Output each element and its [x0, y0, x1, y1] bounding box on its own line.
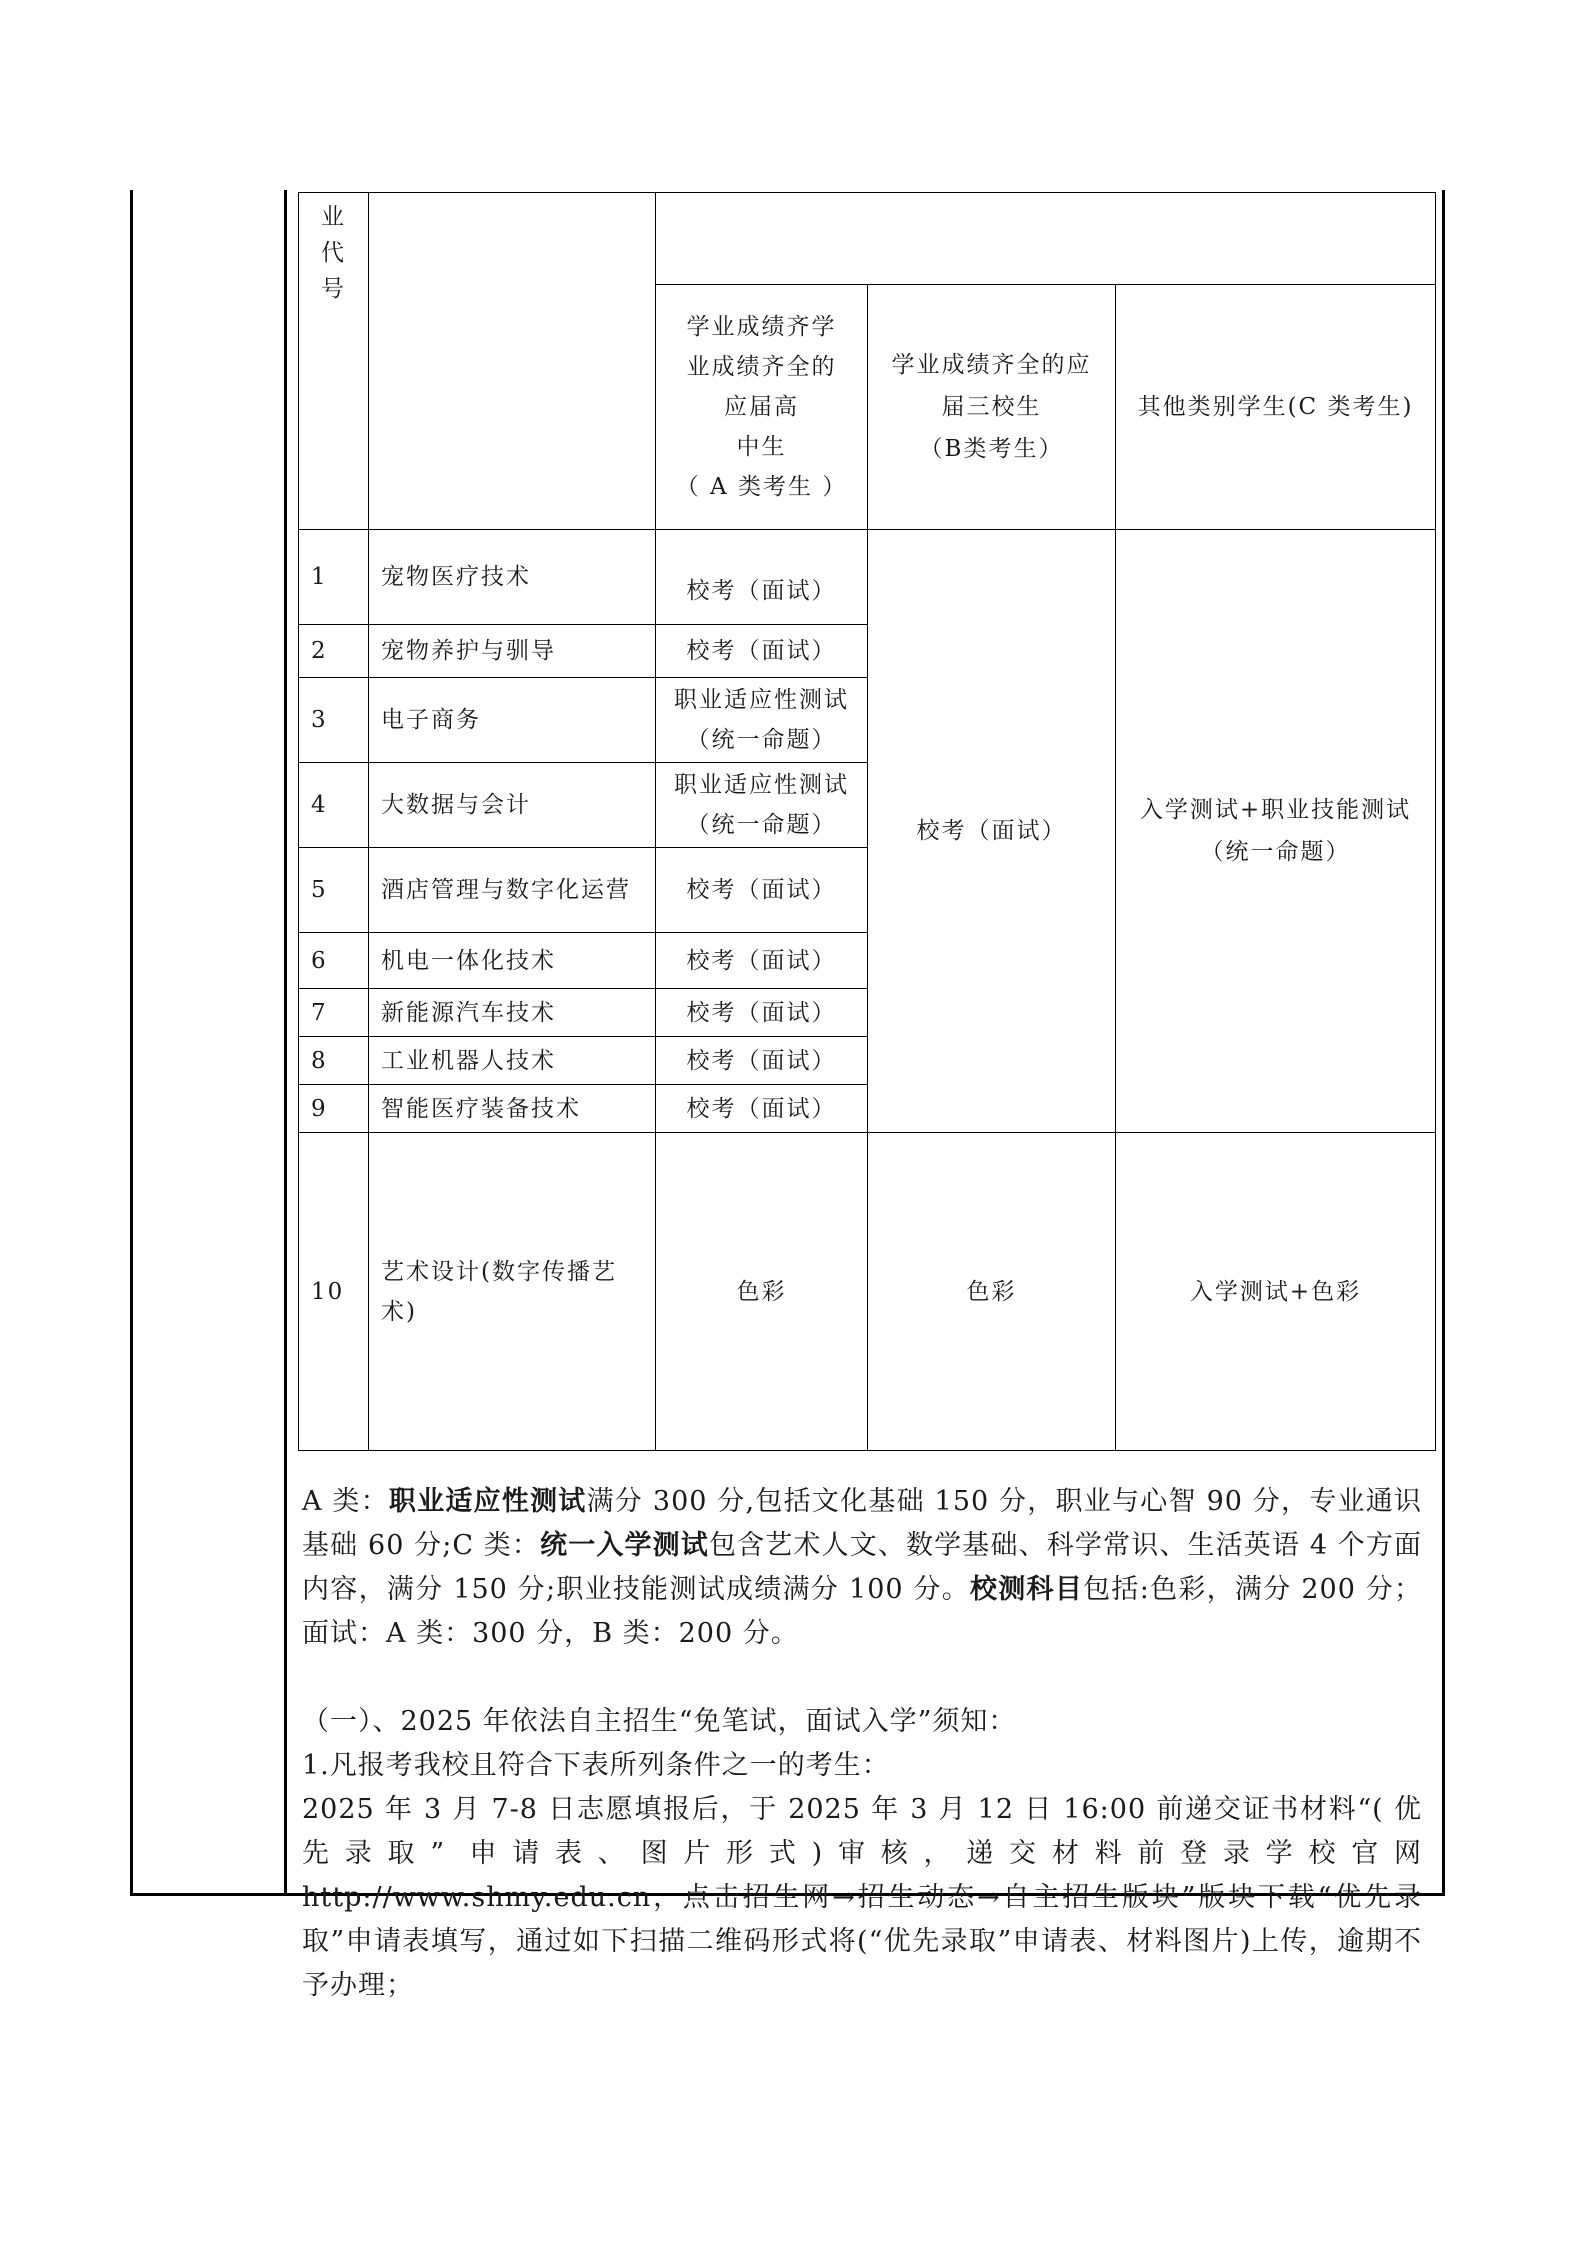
section-heading: （一）、2025 年依法自主招生“免笔试，面试入学”须知：: [302, 1706, 1017, 1737]
exam-c: 入学测试+色彩: [1116, 1133, 1436, 1451]
exam-b-merged: 校考（面试）: [868, 530, 1116, 1133]
row-number: 9: [299, 1085, 369, 1133]
exam-a-line: 职业适应性测试: [674, 687, 849, 713]
admission-table: [298, 192, 1436, 1451]
exam-a: [656, 763, 868, 848]
exam-c-line: 入学测试+职业技能测试: [1139, 797, 1412, 823]
major-name: 电子商务: [369, 678, 656, 763]
spacer: [302, 1656, 1422, 1700]
exam-a: 色彩: [656, 1133, 868, 1451]
major-name: 大数据与会计: [369, 763, 656, 848]
header-major-cell: [369, 193, 656, 530]
exam-a: [656, 678, 868, 763]
note-bold: 职业适应性测试: [388, 1486, 587, 1517]
scoring-paragraph: [302, 1480, 1422, 1656]
row-number: 1: [299, 530, 369, 625]
header-col-c: 其他类别学生(C 类考生): [1116, 285, 1436, 530]
notes-section: [302, 1480, 1422, 2008]
header-b-line: 届三校生: [941, 394, 1042, 420]
outer-left-border: [130, 190, 133, 1895]
exam-a-line: 职业适应性测试: [674, 772, 849, 798]
exam-a: 校考（面试）: [656, 933, 868, 989]
row-number: 6: [299, 933, 369, 989]
note-text: 满分 300 分,包括文化基础 150 分，职业与心智 90 分，专业通识基础 60 分;C 类：: [302, 1486, 1422, 1561]
header-b-line: （B类考生）: [919, 436, 1064, 462]
major-name: 艺术设计(数字传播艺术): [369, 1133, 656, 1451]
major-name: 宠物养护与驯导: [369, 625, 656, 678]
exam-a: 校考（面试）: [656, 1085, 868, 1133]
row-number: 10: [299, 1133, 369, 1451]
header-a-line: 学业成绩齐学: [686, 314, 837, 340]
major-name: 酒店管理与数字化运营: [369, 848, 656, 933]
row-number: 8: [299, 1037, 369, 1085]
note-text: A 类：: [302, 1486, 389, 1517]
exam-a: 校考（面试）: [656, 848, 868, 933]
major-name: 新能源汽车技术: [369, 989, 656, 1037]
row-number: 4: [299, 763, 369, 848]
note-text: 包含艺术人文、数学基础、科学常识、生活英语 4 个方面内容，满分 150 分;职业技能测试成绩满分 100 分。: [302, 1530, 1423, 1605]
outer-divider-border: [284, 190, 287, 1895]
exam-a: 校考（面试）: [656, 625, 868, 678]
header-code-cell: [299, 193, 369, 530]
exam-a-line: （统一命题）: [686, 727, 837, 753]
major-name: 工业机器人技术: [369, 1037, 656, 1085]
exam-a: 校考（面试）: [656, 530, 868, 625]
header-a-line: 应届高: [724, 394, 799, 420]
exam-c-merged: [1116, 530, 1436, 1133]
condition-paragraph: 1.凡报考我校且符合下表所列条件之一的考生：: [302, 1750, 890, 1781]
row-number: 7: [299, 989, 369, 1037]
exam-a: 校考（面试）: [656, 1037, 868, 1085]
header-col-a: [656, 285, 868, 530]
header-code-char: 号: [321, 276, 346, 302]
header-code-char: 业: [321, 204, 346, 230]
exam-a: 校考（面试）: [656, 989, 868, 1037]
exam-b: 色彩: [868, 1133, 1116, 1451]
major-name: 宠物医疗技术: [369, 530, 656, 625]
major-name: 智能医疗装备技术: [369, 1085, 656, 1133]
header-a-line: （ A 类考生 ）: [675, 474, 848, 500]
row-number: 5: [299, 848, 369, 933]
header-code-char: 代: [321, 240, 346, 266]
note-bold: 校测科目: [969, 1574, 1084, 1605]
note-text: 包括:色彩，满分 200 分；面试：A 类：300 分，B 类：200 分。: [302, 1574, 1423, 1649]
header-category-span: [656, 193, 1436, 285]
outer-right-border: [1442, 190, 1445, 1895]
row-number: 3: [299, 678, 369, 763]
note-bold: 统一入学测试: [540, 1530, 709, 1561]
header-b-line: 学业成绩齐全的应: [891, 352, 1092, 378]
submission-paragraph: 2025 年 3 月 7-8 日志愿填报后，于 2025 年 3 月 12 日 16:00 前递交证书材料“( 优先录取” 申请表、图片形式)审核，递交材料前登录学校官网 http://www.shmy.edu.cn，点击招生网→招生动态→自主招生版块”版块下载“优先录取”申请表填写，通过如下扫描二维码形式将(“优先录取”申请表、材料图片)上传，逾期不予办理；: [302, 1794, 1422, 2001]
header-a-line: 中生: [736, 434, 787, 460]
major-name: 机电一体化技术: [369, 933, 656, 989]
header-a-line: 业成绩齐全的: [686, 354, 837, 380]
exam-c-line: （统一命题）: [1200, 839, 1351, 865]
exam-a-line: （统一命题）: [686, 812, 837, 838]
row-number: 2: [299, 625, 369, 678]
header-col-b: [868, 285, 1116, 530]
